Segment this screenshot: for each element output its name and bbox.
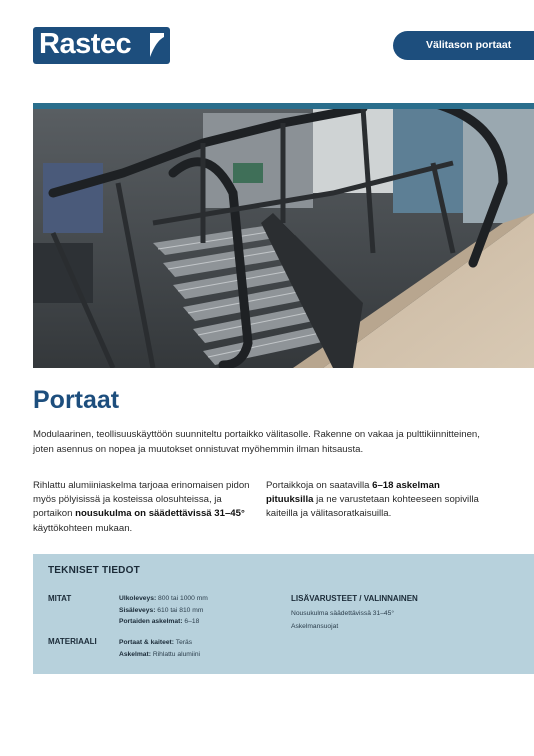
lengths-text-1: Portaikkoja on saatavilla (266, 480, 373, 491)
dimension-row (119, 605, 208, 617)
photo-top-border (33, 103, 534, 109)
dimensions-list (119, 593, 208, 628)
spec-key: Sisäleveys: (119, 606, 156, 614)
extra-item: Askelmansuojat (291, 622, 339, 630)
extras-heading: LISÄVARUSTEET / VALINNAINEN (291, 594, 418, 603)
category-tag: Välitason portaat (393, 31, 534, 60)
dimensions-label: MITAT (48, 594, 72, 603)
spec-key: Portaiden askelmat: (119, 618, 183, 625)
material-row (119, 649, 200, 661)
spec-key: Askelmat: (119, 650, 151, 658)
grip-text-2: käyttökohteen mukaan. (33, 522, 133, 534)
material-label: MATERIAALI (48, 637, 97, 646)
technical-specs-box (33, 554, 534, 674)
lengths-text-2: ja ne varustetaan kohteeseen sopivilla kaiteilla ja välitasoratkaisuilla. (266, 494, 479, 520)
staircase-illustration (33, 103, 534, 368)
staircase-photo (33, 103, 534, 368)
material-list (119, 637, 200, 660)
brand-logo (33, 27, 170, 64)
grip-paragraph (33, 479, 255, 536)
grip-text-bold: nousukulma on säädettävissä 31–45° (75, 508, 245, 520)
spec-value: Teräs (174, 639, 193, 646)
extras-list (291, 608, 394, 633)
specs-heading: TEKNISET TIEDOT (48, 565, 140, 576)
spec-value: 6–18 (182, 618, 200, 625)
logo-text: Rastec (39, 28, 132, 60)
spec-key: Portaat & kaiteet: (119, 639, 175, 646)
logo-swoosh-icon (148, 31, 166, 59)
spec-key: Ulkoleveys: (119, 595, 157, 602)
grip-text-1: Rihlattu alumiiniaskelma tarjoaa erinomaisen pidon myös pölyisissä ja kosteissa olosuhteissa, ja portaikon (33, 480, 250, 520)
lengths-text-bold: 6–18 askelman pituuksilla (266, 480, 440, 506)
lengths-paragraph (266, 479, 486, 522)
dimension-row (119, 593, 208, 605)
spec-value: Rihlattu alumiini (150, 650, 201, 658)
intro-paragraph: Modulaarinen, teollisuuskäyttöön suunniteltu portaikko välitasolle. Rakenne on vakaa ja pulttikiinnitteinen, joten asennus on nopea ja muutokset onnistuvat myöhemmin ilman hitsausta. (33, 429, 480, 455)
dimension-row (119, 616, 208, 628)
spec-value: 610 tai 810 mm (155, 606, 204, 614)
page-title: Portaat (33, 386, 120, 414)
extra-item: Nousukulma säädettävissä 31–45° (291, 610, 395, 617)
material-row (119, 637, 200, 649)
spec-value: 800 tai 1000 mm (156, 595, 208, 602)
